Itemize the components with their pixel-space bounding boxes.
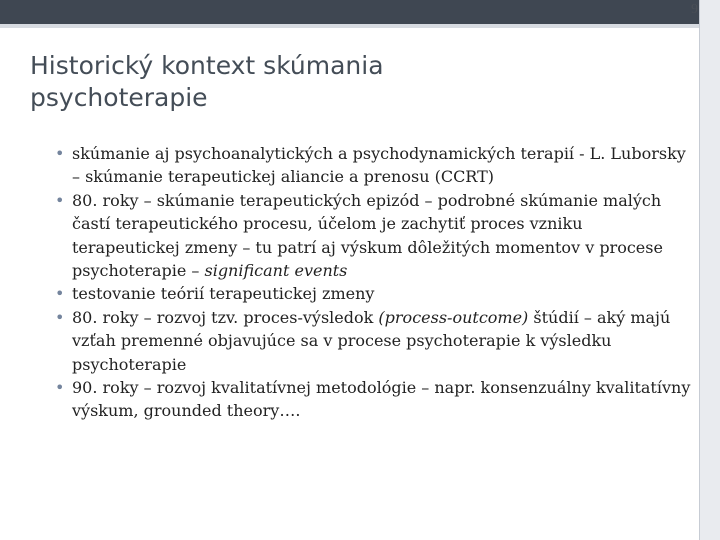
bullet-item <box>55 189 692 283</box>
bullet-dot-icon: • <box>55 190 65 210</box>
page-number: 9 <box>691 2 698 17</box>
header-divider <box>0 24 699 28</box>
bullet-text: 80. roky – rozvoj tzv. proces-výsledok <box>72 307 379 327</box>
bullet-text: 90. roky – rozvoj kvalitatívnej metodológie – napr. konsenzuálny kvalitatívny výskum, grounded theory…. <box>72 378 691 421</box>
bullet-dot-icon: • <box>55 284 65 304</box>
bullet-dot-icon: • <box>55 307 65 327</box>
bullet-dot-icon: • <box>55 144 65 163</box>
bullet-item <box>55 306 692 376</box>
bullet-text: testovanie teórií terapeutickej zmeny <box>72 284 375 304</box>
bullet-dot-icon: • <box>55 378 65 398</box>
bullet-item <box>55 376 692 423</box>
bullet-item <box>55 282 692 305</box>
bullet-text: štúdií – aký majú vzťah premenné objavujúce sa v procese psychoterapie k výsledku psychoterapie <box>72 307 671 374</box>
bullet-text: 80. roky – skúmanie terapeutických epizód – podrobné skúmanie malých častí terapeutického procesu, účelom je zachytiť proces vzniku terapeutickej zmeny – tu patrí aj výskum dôležitých momentov v procese psychoterapie – <box>72 190 663 281</box>
bullet-list <box>0 142 720 423</box>
bullet-italic-text: (process-outcome) <box>378 307 529 327</box>
slide-title: Historický kontext skúmania psychoterapie <box>30 51 384 112</box>
bullet-item <box>55 142 692 189</box>
bullet-text: skúmanie aj psychoanalytických a psychodynamických terapií - L. Luborsky – skúmanie terapeutickej aliancie a prenosu (CCRT) <box>72 144 686 187</box>
bullet-italic-text: significant events <box>204 261 348 281</box>
header-band <box>0 0 699 24</box>
